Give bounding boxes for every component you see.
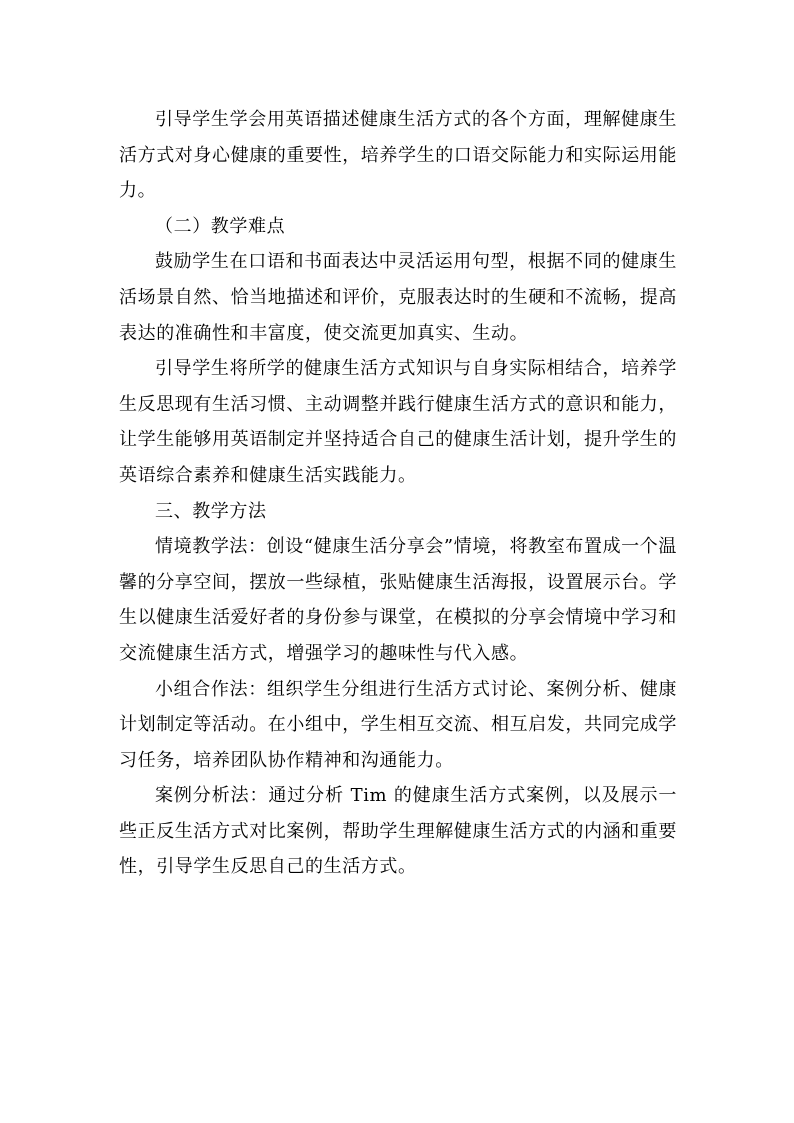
paragraph-difficulty-expression: 鼓励学生在口语和书面表达中灵活运用句型，根据不同的健康生活场景自然、恰当地描述和评价，克服表达时的生硬和不流畅，提高表达的准确性和丰富度，使交流更加真实、生动。 xyxy=(119,251,677,344)
section-heading-teaching-difficulties: （二）教学难点 xyxy=(155,215,286,237)
paragraph-method-group-cooperation: 小组合作法：组织学生分组进行生活方式讨论、案例分析、健康计划制定等活动。在小组中，学生相互交流、相互启发，共同完成学习任务，培养团队协作精神和沟通能力。 xyxy=(119,678,677,771)
document-body xyxy=(119,102,677,885)
paragraph-difficulty-practice: 引导学生将所学的健康生活方式知识与自身实际相结合，培养学生反思现有生活习惯、主动调整并践行健康生活方式的意识和能力，让学生能够用英语制定并坚持适合自己的健康生活计划，提升学生的英语综合素养和健康生活实践能力。 xyxy=(119,358,677,486)
paragraph-objective-summary: 引导学生学会用英语描述健康生活方式的各个方面，理解健康生活方式对身心健康的重要性，培养学生的口语交际能力和实际运用能力。 xyxy=(119,109,677,202)
section-heading-teaching-methods: 三、教学方法 xyxy=(155,500,267,522)
paragraph-method-situational: 情境教学法：创设“健康生活分享会”情境，将教室布置成一个温馨的分享空间，摆放一些绿植，张贴健康生活海报，设置展示台。学生以健康生活爱好者的身份参与课堂，在模拟的分享会情境中学习和交流健康生活方式，增强学习的趣味性与代入感。 xyxy=(119,536,677,664)
paragraph-method-case-analysis: 案例分析法：通过分析 Tim 的健康生活方式案例，以及展示一些正反生活方式对比案例，帮助学生理解健康生活方式的内涵和重要性，引导学生反思自己的生活方式。 xyxy=(119,785,677,878)
